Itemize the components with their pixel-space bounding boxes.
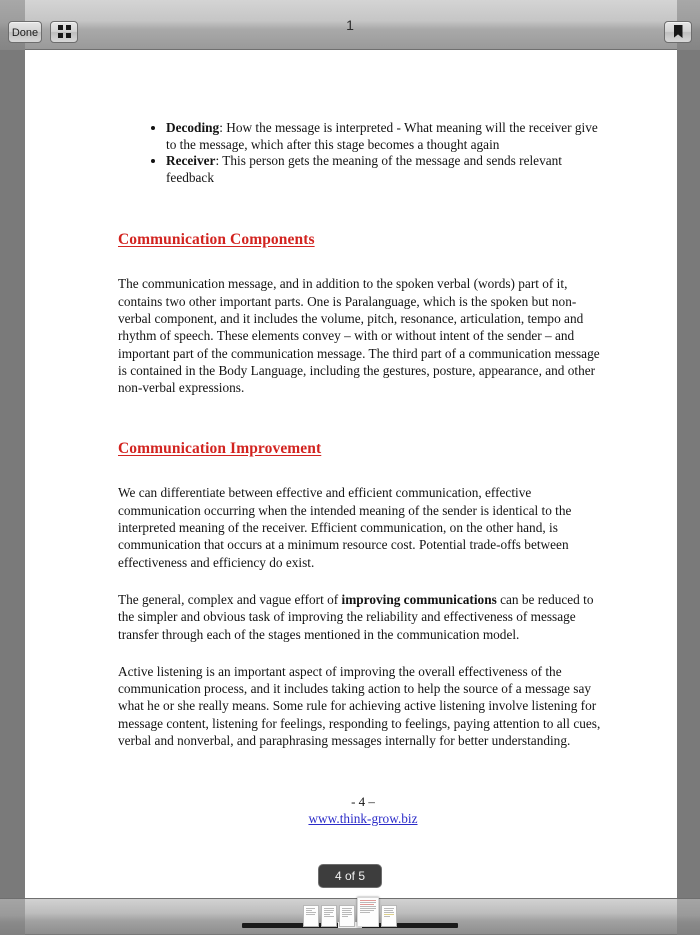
footer-website-link[interactable]: www.think-grow.biz <box>308 811 418 826</box>
section-paragraph-improvement-3: Active listening is an important aspect of improving the overall effectiveness of the communication process, and it includes taking action to help the source of a message say what he or she really means. Some rule for achieving active listening involve listening for message content, listening for feelings, responding to feelings, paying attention to all cues, verbal and nonverbal, and paraphrasing messages internally for better understanding. <box>118 663 601 749</box>
paragraph-emphasis: improving communications <box>341 591 497 607</box>
list-item <box>166 153 608 186</box>
thumbnail-grid-button[interactable] <box>50 21 78 43</box>
section-paragraph-components: The communication message, and in addition to the spoken verbal (words) part of it, contains two other important parts. One is Paralanguage, which is the spoken but non-verbal component, and it includes the volume, pitch, resonance, articulation, tempo and rhythm of speech. These elements convey – with or without intent of the sender – and important part of the communication message. The third part of a communication message is contained in the Body Language, including the gestures, posture, appearance, and other non-verbal expressions. <box>118 276 600 396</box>
page-indicator-badge: 4 of 5 <box>318 864 382 888</box>
page-thumbnail[interactable] <box>303 905 319 927</box>
list-item-term: Receiver <box>166 153 216 169</box>
paragraph-text-after: can be reduced to the simpler and obvious task of improving the reliability and effectiveness of message transfer through each of the stages mentioned in the communication model. <box>118 591 594 642</box>
grid-icon <box>58 25 71 38</box>
bottom-scrubber-bar[interactable] <box>0 898 700 934</box>
page-thumbnail-current[interactable] <box>357 897 379 927</box>
list-item-term: Decoding <box>166 120 220 135</box>
footer-page-mark: - 4 – <box>351 794 375 809</box>
list-item-text: : This person gets the meaning of the message and sends relevant feedback <box>166 153 562 185</box>
bookmark-icon <box>674 25 683 38</box>
top-toolbar <box>0 0 700 50</box>
page-thumbnail[interactable] <box>339 905 355 927</box>
section-heading-communication-improvement: Communication Improvement <box>118 440 322 458</box>
page-thumbnail-strip[interactable] <box>303 897 397 927</box>
bottom-left-shade <box>0 899 25 935</box>
document-page <box>25 50 677 898</box>
section-paragraph-improvement-2 <box>118 591 608 643</box>
page-content <box>118 50 608 826</box>
page-title: 1 <box>346 17 354 33</box>
bookmark-button[interactable] <box>664 21 692 43</box>
section-heading-communication-components: Communication Components <box>118 231 315 249</box>
list-item <box>166 120 608 153</box>
section-paragraph-improvement-1: We can differentiate between effective and efficient communication, effective communication occurring when the intended meaning of the sender is identical to the interpreted meaning of the receiver. Efficient communication, on the other hand, is communication that occurs at a minimum resource cost. Potential trade-offs between effectiveness and efficiency do exist. <box>118 485 572 570</box>
list-item-text: : How the message is interpreted - What meaning will the receiver give to the message, which after this stage becomes a thought again <box>166 120 598 152</box>
done-button[interactable]: Done <box>8 21 42 43</box>
page-thumbnail[interactable] <box>381 905 397 927</box>
page-thumbnail[interactable] <box>321 905 337 927</box>
paragraph-text-before: The general, complex and vague effort of <box>118 591 342 607</box>
bullet-list <box>118 120 608 186</box>
bottom-right-shade <box>677 899 700 935</box>
page-footer <box>118 794 608 828</box>
